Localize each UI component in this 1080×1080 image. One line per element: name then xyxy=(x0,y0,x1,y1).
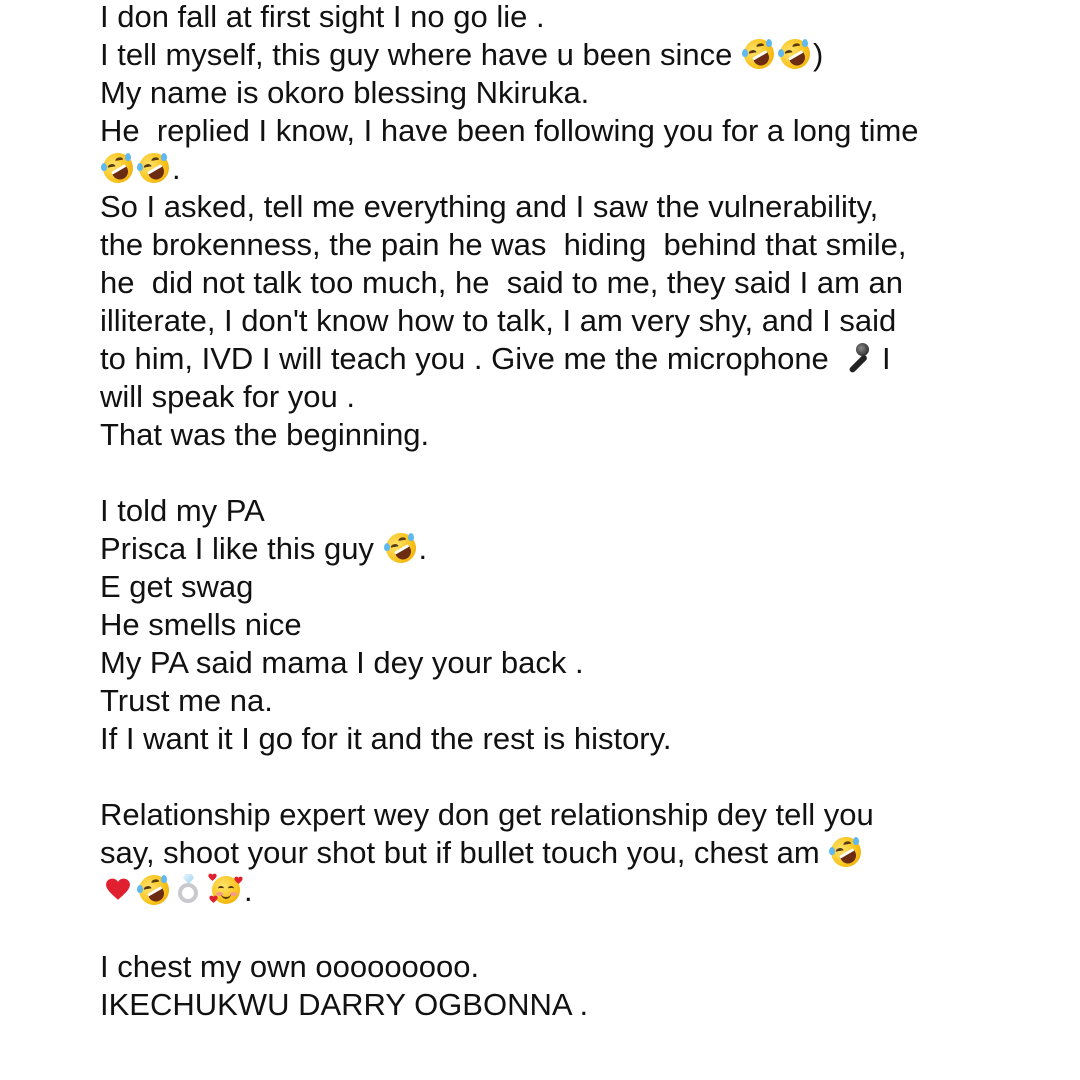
text-line xyxy=(100,150,1000,188)
post-text xyxy=(100,0,1000,1024)
text-segment: I xyxy=(873,341,891,376)
text-line xyxy=(100,872,1000,910)
microphone-emoji-icon xyxy=(838,341,872,375)
text-line: Relationship expert wey don get relationship dey tell you xyxy=(100,797,874,832)
text-line: He smells nice xyxy=(100,607,302,642)
ring-emoji-icon xyxy=(173,873,207,907)
signature-line: IKECHUKWU DARRY OGBONNA . xyxy=(100,987,589,1022)
text-line xyxy=(100,530,1000,568)
paragraph-gap xyxy=(100,758,1000,796)
text-line: the brokenness, the pain he was hiding behind that smile, xyxy=(100,227,907,262)
text-segment: Prisca I like this guy xyxy=(100,531,383,566)
rofl-emoji-icon xyxy=(742,37,776,71)
text-segment: I tell myself, this guy where have u been since xyxy=(100,37,741,72)
text-line: E get swag xyxy=(100,569,254,604)
text-line: I don fall at first sight I no go lie . xyxy=(100,0,545,34)
text-line: That was the beginning. xyxy=(100,417,430,452)
rofl-emoji-icon xyxy=(778,37,812,71)
text-segment: . xyxy=(418,531,428,566)
text-line: Trust me na. xyxy=(100,683,273,718)
text-segment: . xyxy=(172,151,181,186)
text-line: So I asked, tell me everything and I saw the vulnerability, xyxy=(100,189,879,224)
text-line: he did not talk too much, he said to me, they said I am an xyxy=(100,265,904,300)
text-line: will speak for you . xyxy=(100,379,355,414)
text-line: illiterate, I don't know how to talk, I am very shy, and I said xyxy=(100,303,897,338)
text-line: If I want it I go for it and the rest is history. xyxy=(100,721,672,756)
text-line: He replied I know, I have been following you for a long time xyxy=(100,113,919,148)
rofl-emoji-icon xyxy=(384,531,418,565)
red-heart-emoji-icon xyxy=(101,873,135,907)
rofl-emoji-icon xyxy=(137,151,171,185)
text-line: My name is okoro blessing Nkiruka. xyxy=(100,75,590,110)
text-line: I told my PA xyxy=(100,493,265,528)
rofl-emoji-icon xyxy=(101,151,135,185)
smiling-face-with-hearts-emoji-icon xyxy=(209,873,243,907)
text-line: I chest my own ooooooooo. xyxy=(100,949,480,984)
text-segment: to him, IVD I will teach you . Give me the microphone xyxy=(100,341,838,376)
text-line: My PA said mama I dey your back . xyxy=(100,645,584,680)
rofl-emoji-icon xyxy=(829,835,863,869)
rofl-emoji-icon xyxy=(137,873,171,907)
text-segment: say, shoot your shot but if bullet touch you, chest am xyxy=(100,835,829,870)
text-line xyxy=(100,834,1000,872)
text-line xyxy=(100,340,1000,378)
text-segment: ) xyxy=(813,37,824,72)
text-line xyxy=(100,36,1000,74)
text-segment: . xyxy=(244,873,253,908)
paragraph-gap xyxy=(100,454,1000,492)
paragraph-gap xyxy=(100,910,1000,948)
